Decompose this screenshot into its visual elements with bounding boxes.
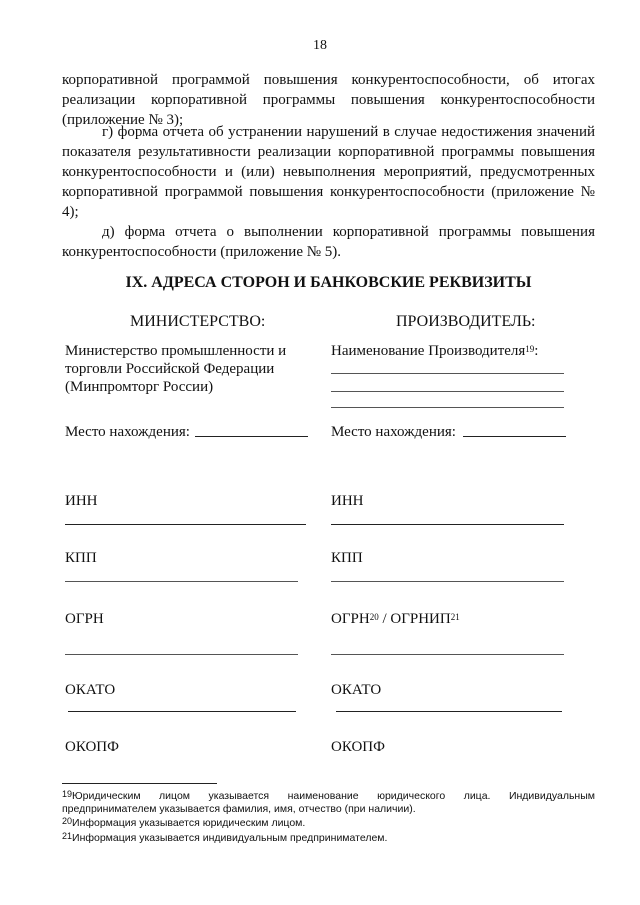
ministry-kpp-label: КПП	[65, 550, 97, 566]
producer-okato-label: ОКАТО	[331, 682, 382, 698]
ministry-inn-label: ИНН	[65, 493, 98, 509]
paragraph-continuation: корпоративной программой повышения конкурентоспособности, об итогах реализации корпоративной программы повышения конкурентоспособности (приложение № 3);	[62, 72, 595, 128]
ministry-ogrn-line	[65, 654, 298, 655]
producer-location-label: Место нахождения:	[331, 424, 456, 440]
producer-heading: ПРОИЗВОДИТЕЛЬ:	[396, 313, 536, 330]
producer-ogrn-line	[331, 654, 564, 655]
ministry-heading: МИНИСТЕРСТВО:	[130, 313, 266, 330]
page-number: 18	[313, 38, 327, 53]
producer-name-line-2	[331, 391, 564, 392]
ministry-location-label: Место нахождения:	[65, 424, 190, 440]
ministry-kpp-line	[65, 581, 298, 582]
producer-inn-line	[331, 524, 564, 525]
producer-name-label: Наименование Производителя$^{19}$:	[331, 343, 539, 359]
ministry-okato-label: ОКАТО	[65, 682, 116, 698]
producer-kpp-line	[331, 581, 564, 582]
ministry-okopf-label: ОКОПФ	[65, 739, 119, 755]
ministry-name-line-3: (Минпромторг России)	[65, 379, 214, 395]
footnote-ref-21: 21	[450, 612, 460, 622]
producer-name-line-1	[331, 373, 564, 374]
paragraph-item-d: д) форма отчета о выполнении корпоративной программы повышения конкурентоспособности (приложение № 5).	[62, 224, 595, 260]
ministry-okato-line	[68, 711, 296, 712]
footnote-21: $^{21}$Информация указывается индивидуальным предпринимателем.	[62, 831, 388, 844]
footnote-20: $^{20}$Информация указывается юридическим лицом.	[62, 816, 306, 829]
footnote-separator	[62, 783, 217, 784]
ministry-location-line	[195, 436, 308, 437]
producer-okopf-label: ОКОПФ	[331, 739, 385, 755]
producer-location-line	[463, 436, 566, 437]
producer-kpp-label: КПП	[331, 550, 363, 566]
producer-ogrn-label: ОГРН$^{20}$ / ОГРНИП$^{21}$	[331, 611, 460, 627]
ministry-name-line-1: Министерство промышленности и	[65, 343, 287, 359]
ministry-name-line-2: торговли Российской Федерации	[65, 361, 275, 377]
producer-name-line-3	[331, 407, 564, 408]
footnote-19: $^{19}$Юридическим лицом указывается наименование юридического лица. Индивидуальным предпринимателем указывается фамилия, имя, отчество (при наличии).	[62, 789, 595, 815]
ministry-ogrn-label: ОГРН	[65, 611, 104, 627]
producer-inn-label: ИНН	[331, 493, 364, 509]
ministry-inn-line	[65, 524, 306, 525]
producer-okato-line	[336, 711, 562, 712]
footnote-ref-19: 19	[525, 344, 535, 354]
section-title: IX. АДРЕСА СТОРОН И БАНКОВСКИЕ РЕКВИЗИТЫ	[125, 274, 532, 291]
footnote-ref-20: 20	[369, 612, 379, 622]
paragraph-item-g: г) форма отчета об устранении нарушений в случае недостижения значений показателя результативности реализации корпоративной программы повышения конкурентоспособности и (или) невыполнения мероприятий, предусмотренных корпоративной программой повышения конкурентоспособности (приложение № 4);	[62, 124, 595, 220]
